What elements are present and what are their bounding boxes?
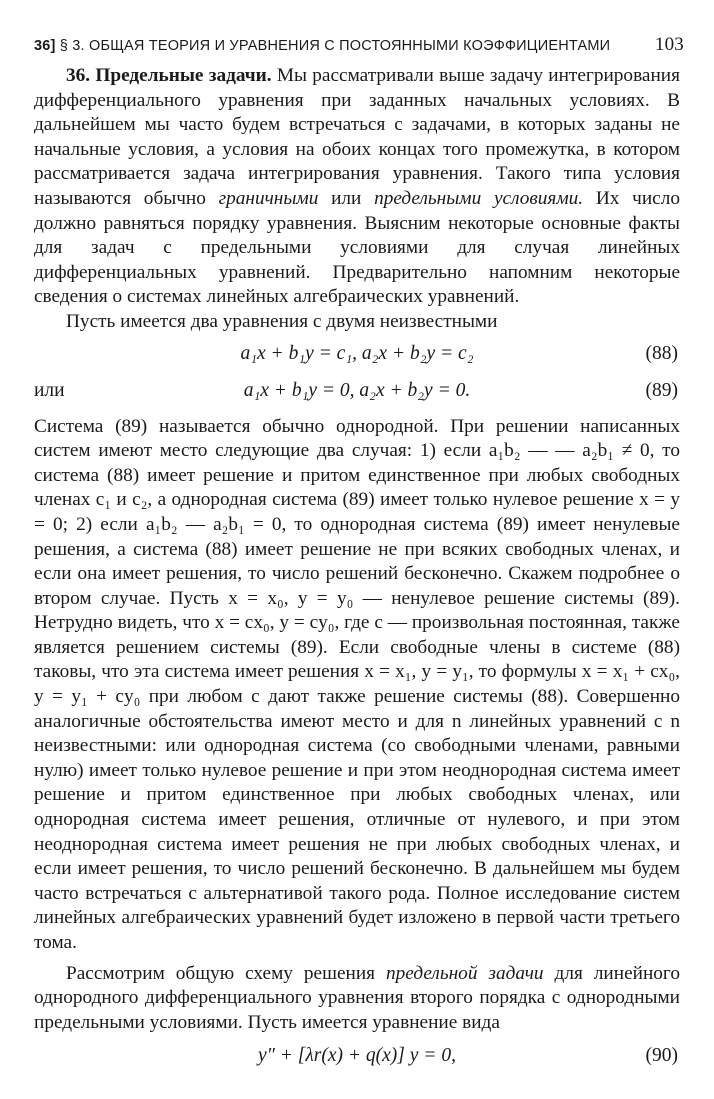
chapter-title: § 3. ОБЩАЯ ТЕОРИЯ И УРАВНЕНИЯ С ПОСТОЯННЫМИ КОЭФФИЦИЕНТАМИ (59, 38, 611, 54)
term-boundary: граничными (218, 187, 319, 209)
running-head (34, 34, 684, 58)
equation-88-number: (88) (645, 342, 678, 364)
paragraph-1-text-b: Их число должно равняться порядку уравнения. Выясним некоторые основные факты для задач с предельными условиями для случая линейных дифференциальных уравнений. Предварительно напомним некоторые сведения о системах линейных алгебраических уравнений. (34, 187, 680, 308)
running-title (34, 38, 610, 54)
paragraph-4 (34, 962, 680, 1036)
or-word: или (34, 379, 65, 401)
page-number: 103 (654, 34, 684, 55)
paragraph-3: Система (89) называется обычно однородной. При решении написанных систем имеют место следующие два случая: 1) если a₁b₂ — — a₂b₁ ≠ 0, то система (88) имеет решение и притом единственное при любых свободных членах c₁ и c₂, а однородная система (89) имеет только нулевое решение x = y = 0; 2) если a₁b₂ — a₂b₁ = 0, то однородная система (89) имеет ненулевые решения, а система (88) имеет решение не при всяких свободных членах, и если она имеет решения, то число решений бесконечно. Скажем подробнее о втором случае. Пусть x = x₀, y = y₀ — ненулевое решение системы (89). Нетрудно видеть, что x = cx₀, y = cy₀, где c — произвольная постоянная, также является решением системы (89). Если свободные члены в системе (88) таковы, что эта система имеет решения x = x₁, y = y₁, то формулы x = x₁ + cx₀, y = y₁ + cy₀ при любом c дают также решение системы (88). Совершенно аналогичные обстоятельства имеют место и для n линейных уравнений с n неизвестными: или однородная система (со свободными членами, равными нулю) имеет только нулевое решение и при этом неоднородная система имеет решение и притом единственное при любых свободных членах, или однородная система имеет решения, отличные от нулевого, и при этом неоднородная система имеет решения не при любых свободных членах, и если имеет решения, то число решений бесконечно. В дальнейшем мы будем часто встречаться с альтернативой такого рода. Полное исследование систем линейных алгебраических уравнений будет изложено в первой части третьего тома. (34, 415, 680, 953)
paragraph-2: Пусть имеется два уравнения с двумя неизвестными (66, 310, 498, 332)
equation-88 (34, 335, 680, 372)
term-limit-conditions: предельными условиями. (374, 187, 584, 209)
equation-90-body: y″ + [λr(x) + q(x)] y = 0, (258, 1045, 456, 1067)
equation-89-number: (89) (645, 379, 678, 401)
paragraph-4-text-a: Рассмотрим общую схему решения (66, 962, 376, 984)
section-ref: 36] (34, 38, 56, 54)
paragraph-4-text-b: для линейного однородного дифференциального уравнения второго порядка с однородными предельными условиями. Пусть имеется уравнение вида (34, 962, 680, 1033)
equation-89 (34, 372, 680, 409)
term-limit-problem: предельной задачи (386, 962, 544, 984)
paragraph-1-or: или (331, 187, 362, 209)
section-heading: 36. Предельные задачи. (66, 65, 272, 86)
paragraph-1 (34, 64, 680, 310)
equation-88-body: a₁x + b₁y = c₁, a₂x + b₂y = c₂ (240, 342, 474, 364)
equation-90-number: (90) (645, 1045, 678, 1067)
equation-89-body: a₁x + b₁y = 0, a₂x + b₂y = 0. (243, 379, 471, 401)
page (34, 34, 684, 1074)
paragraph-1-text-a: Мы рассматривали выше задачу интегрирования дифференциального уравнения при заданных начальных условиях. В дальнейшем мы часто будем встречаться с задачами, в которых заданы не начальные условия, а условия на обоих концах того промежутка, в котором рассматривается задача интегрирования уравнения. Такого типа условия называются обычно (34, 65, 680, 209)
equation-90 (34, 1037, 680, 1074)
